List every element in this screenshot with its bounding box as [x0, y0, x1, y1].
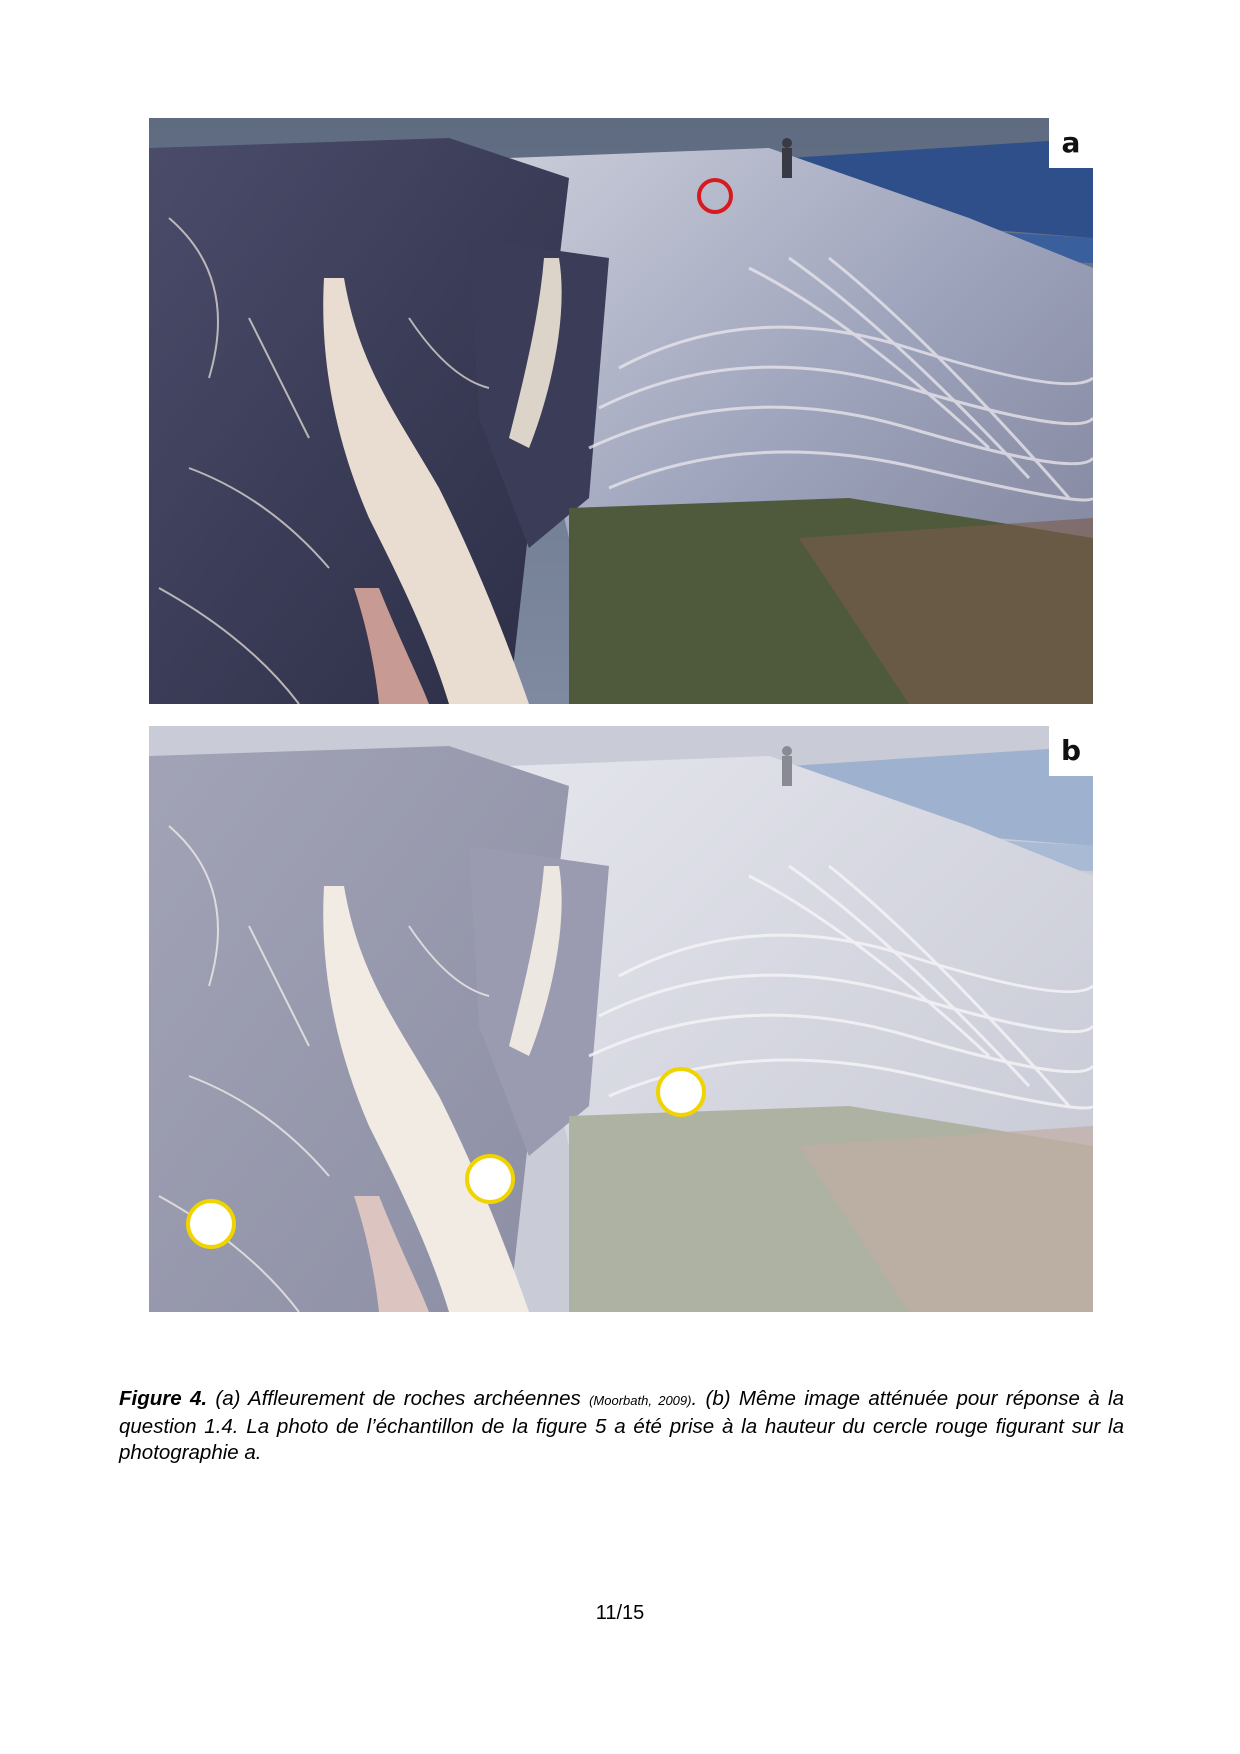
photo-panel-b — [149, 726, 1093, 1312]
page-number: 11/15 — [595, 1602, 645, 1624]
caption-part-2: . (b) Même image atténuée pour réponse à la question 1.4. La photo de l’échantillon de la figure 5 a été prise à la hauteur du cercle rouge figurant sur la photographie a. — [119, 1386, 1124, 1464]
annotation-layer-b — [149, 726, 1093, 1312]
annotation-layer-a — [149, 118, 1093, 704]
figure-label: Figure 4. — [119, 1386, 208, 1410]
yellow-circle-marker-3 — [188, 1201, 234, 1247]
panel-letter-a: a — [1049, 118, 1093, 168]
panel-letter-b: b — [1049, 726, 1093, 776]
caption-part-1: (a) Affleurement de roches archéennes — [207, 1386, 590, 1410]
red-circle-marker — [699, 180, 731, 212]
yellow-circle-marker-2 — [467, 1156, 513, 1202]
photo-panel-a — [149, 118, 1093, 704]
figure-caption — [119, 1386, 1124, 1466]
yellow-circle-marker-1 — [658, 1069, 704, 1115]
caption-reference: (Moorbath, 2009) — [589, 1392, 692, 1408]
